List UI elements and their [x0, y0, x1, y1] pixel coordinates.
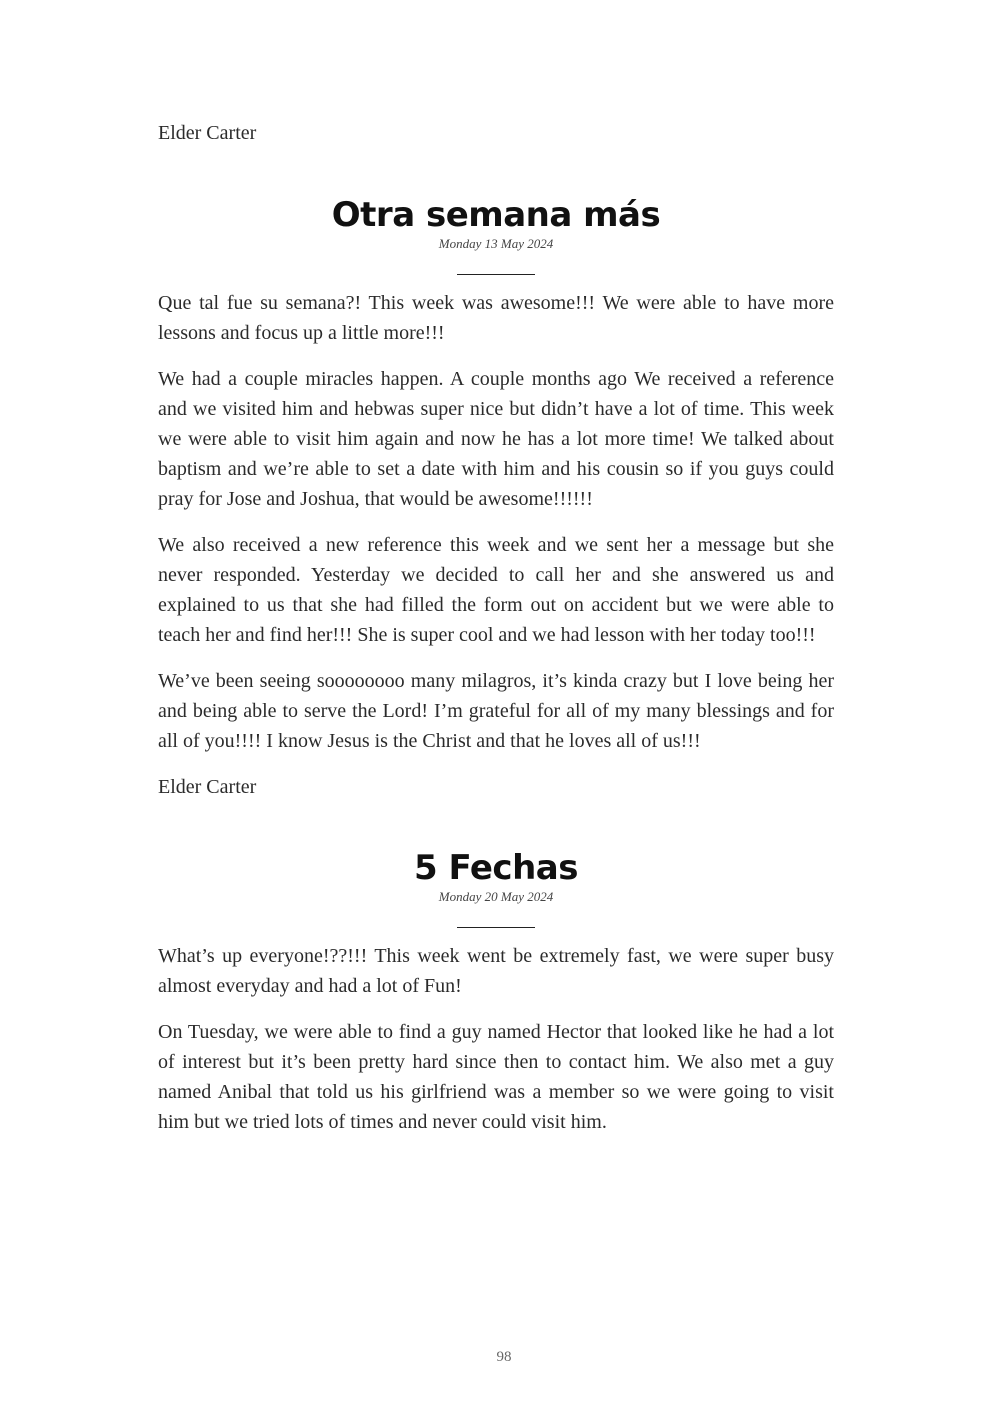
entry-title: Otra semana más: [331, 195, 661, 235]
title-divider: [457, 927, 535, 928]
entry-header: [158, 848, 834, 928]
entry-title: 5 Fechas: [414, 848, 578, 888]
journal-entry: [158, 195, 834, 802]
page-number: 98: [496, 1349, 512, 1365]
previous-entry-signoff: Elder Carter: [158, 122, 257, 144]
page-content: [158, 118, 834, 1153]
entry-paragraph: We’ve been seeing soooooooo many milagros, it’s kinda crazy but I love being her and being able to serve the Lord! I’m grateful for all of my many blessings and for all of you!!!! I know Jesus is the Christ and that he loves all of us!!!: [158, 670, 834, 752]
entry-signoff: Elder Carter: [158, 776, 257, 798]
title-divider: [457, 274, 535, 275]
entry-date: Monday 13 May 2024: [438, 236, 554, 251]
entry-paragraph: On Tuesday, we were able to find a guy named Hector that looked like he had a lot of interest but it’s been pretty hard since then to contact him. We also met a guy named Anibal that told us his girlfriend was a member so we were going to visit him but we tried lots of times and never could visit him.: [158, 1021, 834, 1133]
entry-paragraph: Que tal fue su semana?! This week was awesome!!! We were able to have more lessons and focus up a little more!!!: [158, 292, 834, 344]
entry-paragraph: What’s up everyone!??!!! This week went be extremely fast, we were super busy almost everyday and had a lot of Fun!: [158, 945, 834, 997]
journal-entry: [158, 848, 834, 1137]
entry-paragraph: We had a couple miracles happen. A couple months ago We received a reference and we visited him and hebwas super nice but didn’t have a lot of time. This week we were able to visit him again and now he has a lot more time! We talked about baptism and we’re able to set a date with him and his cousin so if you guys could pray for Jose and Joshua, that would be awesome!!!!!!: [158, 368, 834, 510]
entry-paragraph: We also received a new reference this week and we sent her a message but she never responded. Yesterday we decided to call her and she answered us and explained to us that she had filled the form out on accident but we were able to teach her and find her!!! She is super cool and we had lesson with her today too!!!: [158, 534, 834, 646]
entry-header: [158, 195, 834, 275]
entry-date: Monday 20 May 2024: [438, 889, 554, 904]
